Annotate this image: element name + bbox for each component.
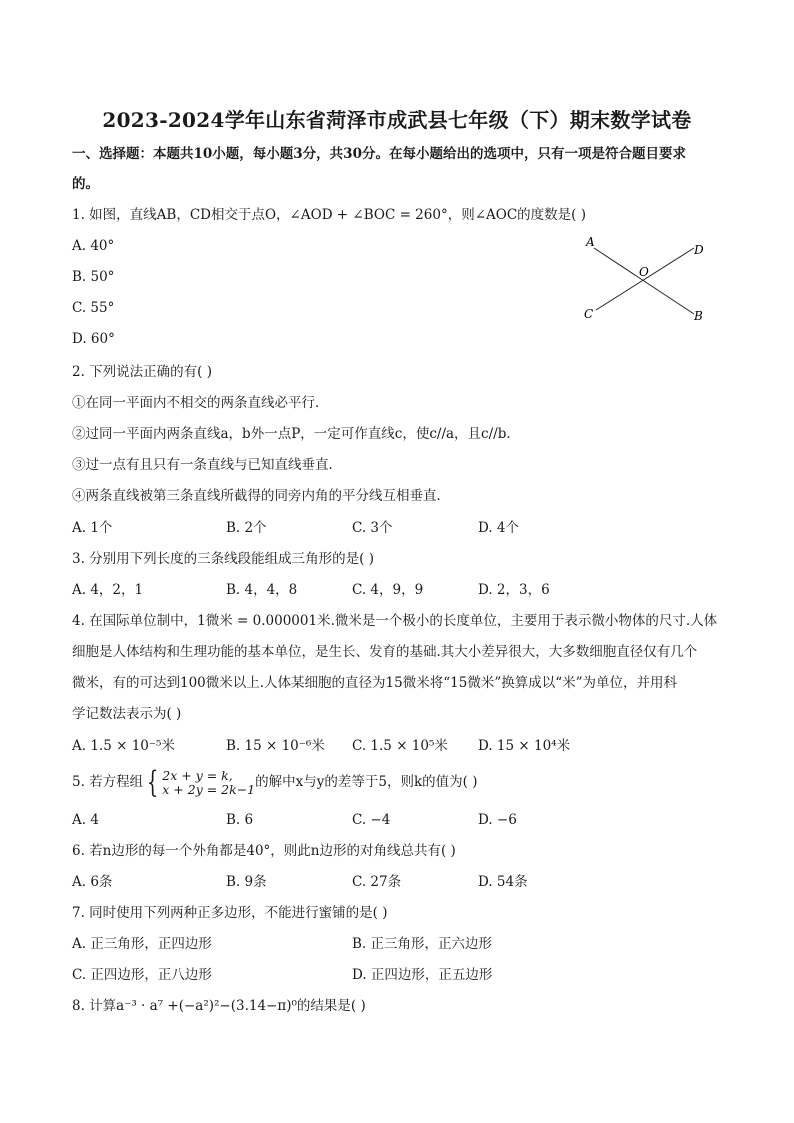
label-d: D — [694, 243, 704, 257]
q5-eq2: x + 2y = 2k−1 — [162, 781, 256, 797]
q6-option-b: B. 9条 — [226, 874, 267, 890]
q2-stem: 2. 下列说法正确的有( ) — [72, 364, 212, 380]
intersecting-lines-figure — [580, 232, 710, 326]
label-b: B — [694, 309, 703, 323]
q7-option-a: A. 正三角形，正四边形 — [72, 936, 212, 952]
label-a: A — [586, 235, 595, 249]
q2-option-b: B. 2个 — [226, 520, 267, 536]
q6-option-c: C. 27条 — [352, 874, 402, 890]
q7-stem: 7. 同时使用下列两种正多边形，不能进行蜜铺的是( ) — [72, 905, 388, 921]
q5-option-d: D. −6 — [478, 812, 517, 828]
q1-stem: 1. 如图，直线AB，CD相交于点O，∠AOD + ∠BOC = 260°，则∠AOC的度数是( ) — [72, 207, 586, 223]
q3-option-b: B. 4，4，8 — [226, 582, 298, 598]
q3-option-a: A. 4，2，1 — [72, 582, 144, 598]
q5-equation-system — [162, 769, 255, 797]
q3-stem: 3. 分别用下列长度的三条线段能组成三角形的是( ) — [72, 551, 374, 567]
q5-option-a: A. 4 — [72, 812, 99, 828]
q7-option-d: D. 正四边形，正五边形 — [352, 967, 493, 983]
exam-title: 2023-2024学年山东省菏泽市成武县七年级（下）期末数学试卷 — [102, 108, 692, 132]
q5-prefix: 5. 若方程组 — [72, 774, 144, 790]
q6-stem: 6. 若n边形的每一个外角都是40°，则此n边形的对角线总共有( ) — [72, 843, 456, 859]
q7-option-b: B. 正三角形，正六边形 — [352, 936, 493, 952]
q5-option-c: C. −4 — [352, 812, 391, 828]
q5-suffix: 的解中x与y的差等于5，则k的值为( ) — [255, 774, 478, 790]
q2-item-1: ①在同一平面内不相交的两条直线必平行． — [72, 395, 329, 411]
q1-option-a: A. 40° — [72, 238, 115, 254]
q5-option-b: B. 6 — [226, 812, 254, 828]
q3-option-d: D. 2，3，6 — [478, 582, 550, 598]
intersecting-lines-svg — [580, 232, 710, 326]
line-cd — [596, 248, 694, 310]
q5-stem — [72, 766, 477, 798]
q1-option-d: D. 60° — [72, 331, 115, 347]
q1-option-c: C. 55° — [72, 300, 115, 316]
label-o: O — [639, 265, 649, 279]
label-c: C — [584, 307, 594, 321]
q4-option-b: B. 15 × 10⁻⁶米 — [226, 738, 325, 754]
q4-option-a: A. 1.5 × 10⁻⁵米 — [72, 738, 175, 754]
q2-item-3: ③过一点有且只有一条直线与已知直线垂直． — [72, 457, 342, 473]
q4-line-3: 微米，有的可达到100微米以上.人体某细胞的直径为15微米将“15微米”换算成以“米”为单位，并用科 — [72, 675, 678, 691]
q7-option-c: C. 正四边形，正八边形 — [72, 967, 212, 983]
q4-line-1: 4. 在国际单位制中，1微米 = 0.000001米.微米是一个极小的长度单位，主要用于表示微小物体的尺寸.人体 — [72, 613, 718, 629]
q3-option-c: C. 4，9，9 — [352, 582, 424, 598]
section-instruction-line2: 的。 — [72, 176, 99, 192]
q5-brace: { — [146, 764, 159, 800]
q1-option-b: B. 50° — [72, 269, 115, 285]
q6-option-d: D. 54条 — [478, 874, 528, 890]
q2-option-d: D. 4个 — [478, 520, 520, 536]
q4-line-2: 细胞是人体结构和生理功能的基本单位，是生长、发育的基础.其大小差异很大，大多数细胞直径仅有几个 — [72, 644, 698, 660]
q8-stem: 8. 计算a⁻³ · a⁷ +(−a²)²−(3.14−π)⁰的结果是( ) — [72, 998, 366, 1014]
q4-line-4: 学记数法表示为( ) — [72, 706, 182, 722]
q4-option-d: D. 15 × 10⁴米 — [478, 738, 571, 754]
q2-option-c: C. 3个 — [352, 520, 393, 536]
q6-option-a: A. 6条 — [72, 874, 113, 890]
section-instruction-line1: 一、选择题：本题共10小题，每小题3分，共30分。在每小题给出的选项中，只有一项是符合题目要求 — [72, 146, 686, 162]
q2-item-2: ②过同一平面内两条直线a，b外一点P，一定可作直线c，使c//a，且c//b． — [72, 426, 520, 442]
q5-eq1: 2x + y = k, — [162, 767, 233, 783]
q2-option-a: A. 1个 — [72, 520, 113, 536]
q2-item-4: ④两条直线被第三条直线所截得的同旁内角的平分线互相垂直． — [72, 488, 450, 504]
q4-option-c: C. 1.5 × 10⁵米 — [352, 738, 448, 754]
